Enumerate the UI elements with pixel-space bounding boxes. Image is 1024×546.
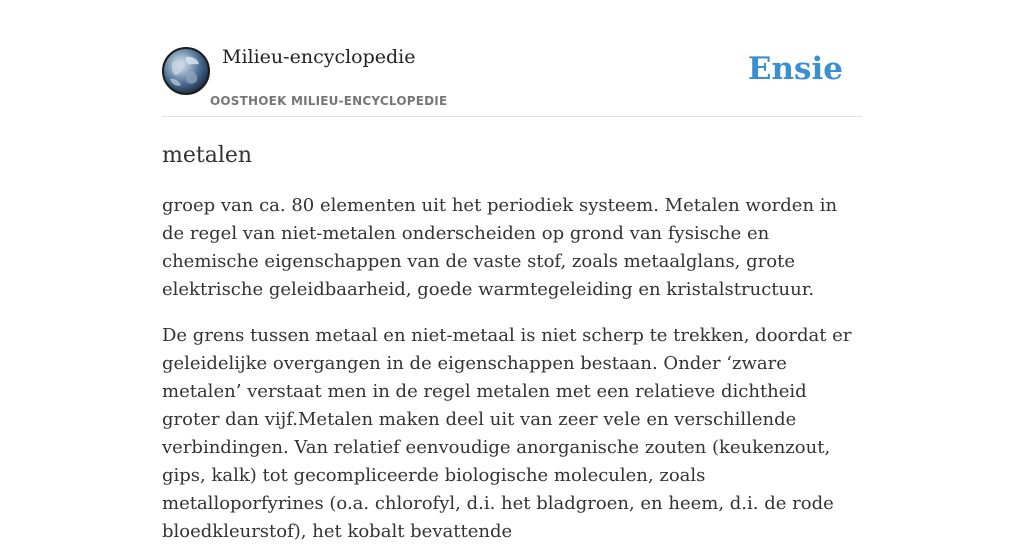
- ensie-brand-logo[interactable]: Ensie: [747, 51, 843, 87]
- earth-globe-icon[interactable]: [162, 47, 210, 95]
- site-title-link[interactable]: Milieu-encyclopedie: [222, 46, 416, 68]
- site-header: [162, 0, 862, 117]
- site-subtitle: OOSTHOEK MILIEU-ENCYCLOPEDIE: [210, 94, 448, 108]
- content-column: [162, 0, 862, 546]
- article-paragraph-1: groep van ca. 80 elementen uit het periodiek systeem. Metalen worden in de regel van niet-metalen onderscheiden op grond van fysische en chemische eigenschappen van de vaste stof, zoals metaalglans, grote elektrische geleidbaarheid, goede warmtegeleiding en kristalstructuur.: [162, 195, 838, 300]
- article-paragraph-2: De grens tussen metaal en niet-metaal is niet scherp te trekken, doordat er geleidelijke overgangen in de eigenschappen bestaan. Onder ‘zware metalen’ verstaat men in de regel metalen met een relatieve dichtheid groter dan vijf.Metalen maken deel uit van zeer vele en verschillende verbindingen. Van relatief eenvoudige anorganische zouten (keukenzout, gips, kalk) tot gecompliceerde biologische moleculen, zoals metalloporfyrines (o.a. chlorofyl, d.i. het bladgroen, en heem, d.i. de rode bloedkleurstof), het kobalt bevattende: [162, 325, 852, 542]
- article-title: metalen: [162, 143, 253, 168]
